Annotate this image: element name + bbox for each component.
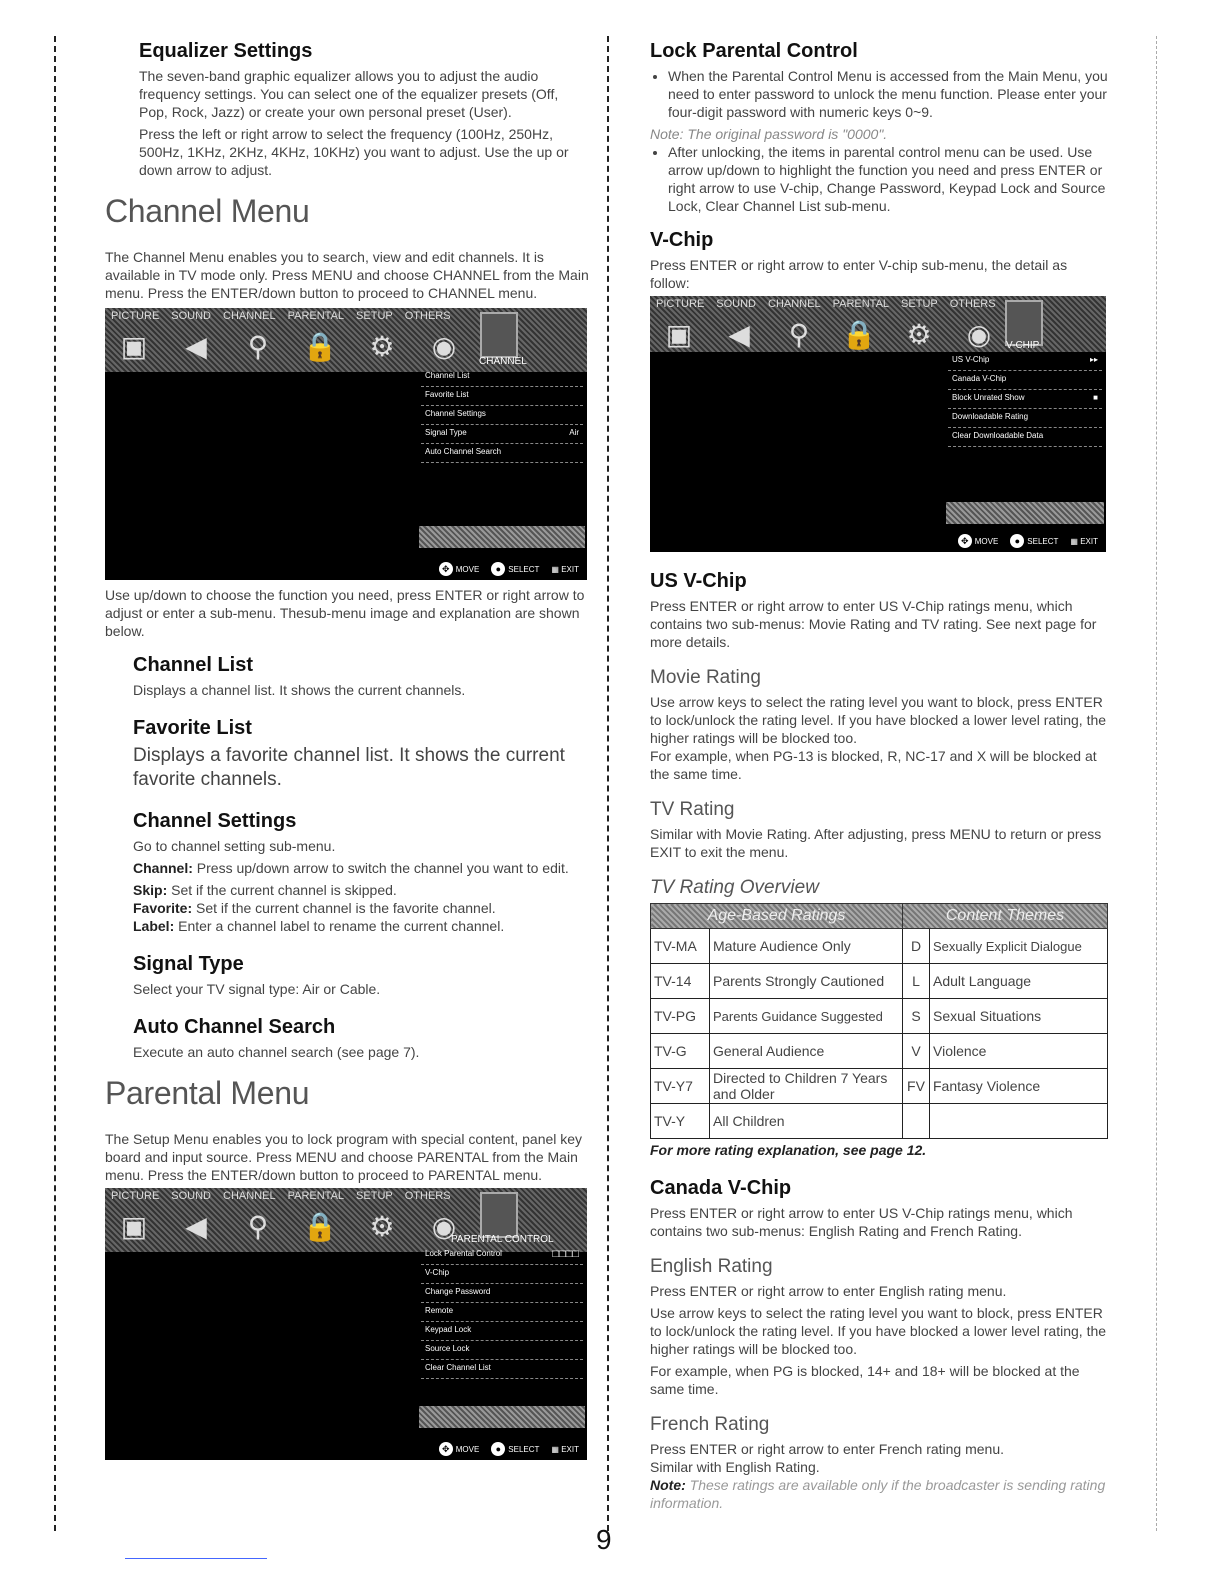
- select-label: SELECT: [1027, 537, 1059, 546]
- auto-search-text: Execute an auto channel search (see page 7).: [133, 1044, 420, 1060]
- age-based-header: Age-Based Ratings: [651, 904, 903, 929]
- globe-icon: ◉: [431, 331, 457, 362]
- selected-menu-icon: [480, 1192, 518, 1238]
- move-hint: [958, 534, 999, 548]
- select-label: SELECT: [508, 1445, 540, 1454]
- cs-channel-desc: Press up/down arrow to switch the channel you want to edit.: [192, 860, 569, 876]
- menu-item-label: Change Password: [425, 1287, 491, 1296]
- exit-hint: [551, 1445, 579, 1454]
- cs-label-text: [133, 917, 590, 935]
- satellite-icon: ⚲: [247, 1211, 269, 1242]
- french-rating-title: French Rating: [650, 1414, 770, 1435]
- theme-code: S: [903, 999, 930, 1034]
- footer-underline: [125, 1558, 267, 1559]
- favorite-list-title: Favorite List: [133, 717, 252, 739]
- theme-code: V: [903, 1034, 930, 1069]
- menu-item-label: Channel Settings: [425, 409, 486, 418]
- cs-channel-label: Channel:: [133, 860, 193, 876]
- page-number: 9: [596, 1524, 612, 1555]
- tv-footer: [439, 562, 579, 576]
- table-header-row: [651, 904, 1108, 929]
- gear-icon: ⚙: [906, 319, 932, 350]
- lock-bullet-1: • When the Parental Control Menu is accessed from the Main Menu, you need to enter password to unlock the menu function. Please enter your four-digit password with numeric keys 0~9.: [668, 67, 1110, 121]
- movie-rating-text-2: For example, when PG-13 is blocked, R, NC-17 and X will be blocked at the same time.: [650, 748, 1097, 782]
- french-rating-text-2: Similar with English Rating.: [650, 1459, 820, 1475]
- movie-rating-title: Movie Rating: [650, 667, 761, 688]
- tv-tab-picture: PICTURE: [656, 298, 705, 310]
- move-icon: ✥: [439, 562, 453, 576]
- parental-menu-heading: PARENTAL CONTROL: [451, 1234, 554, 1245]
- cs-favorite-text: [133, 899, 590, 917]
- tv-hint-bar: [946, 502, 1104, 524]
- theme-desc: Violence: [930, 1034, 1108, 1069]
- vchip-title: V-Chip: [650, 229, 714, 251]
- menu-item-keypad-lock: [421, 1322, 583, 1341]
- channel-settings-title: Channel Settings: [133, 810, 297, 832]
- exit-hint: [1070, 537, 1098, 546]
- note-text: These ratings are available only if the broadcaster is sending rating information.: [650, 1477, 1106, 1511]
- canada-vchip-title: Canada V-Chip: [650, 1177, 792, 1199]
- globe-icon: ◉: [431, 1211, 457, 1242]
- picture-icon: ▣: [120, 1211, 148, 1242]
- rating-code: TV-Y7: [651, 1069, 710, 1104]
- menu-item-canada-vchip: [948, 371, 1102, 390]
- rating-desc: Parents Strongly Cautioned: [710, 964, 903, 999]
- menu-item-lock-parental: [421, 1246, 583, 1265]
- globe-icon: ◉: [966, 319, 992, 350]
- menu-item-label: Lock Parental Control: [425, 1249, 502, 1258]
- canada-vchip-text: Press ENTER or right arrow to enter US V-Chip ratings menu, which contains two sub-menus: English Rating and French Rating.: [650, 1205, 1073, 1239]
- menu-item-clear-channel: [421, 1360, 583, 1379]
- select-hint: [491, 1442, 539, 1456]
- password-boxes: □□□□: [552, 1248, 579, 1260]
- equalizer-text-1: The seven-band graphic equalizer allows you to adjust the audio frequency settings. You can select one of the equalizer presets (Off, Pop, Rock, Jazz) or create your own personal preset (User).: [139, 68, 559, 120]
- menu-item-label: Favorite List: [425, 390, 469, 399]
- rating-code: TV-Y: [651, 1104, 710, 1139]
- tv-tab-sound: SOUND: [171, 310, 212, 322]
- table-row: [651, 929, 1108, 964]
- select-icon: ●: [1010, 534, 1024, 548]
- channel-settings-text: Go to channel setting sub-menu.: [133, 838, 336, 854]
- move-hint: [439, 1442, 480, 1456]
- menu-item-label: Keypad Lock: [425, 1325, 472, 1334]
- english-rating-title: English Rating: [650, 1256, 773, 1277]
- checkbox-icon: ■: [1093, 393, 1098, 402]
- table-row: [651, 1104, 1108, 1139]
- rating-code: TV-MA: [651, 929, 710, 964]
- picture-icon: ▣: [120, 331, 148, 362]
- theme-code: [903, 1104, 930, 1139]
- tv-tab-others: OTHERS: [949, 298, 996, 310]
- menu-item-us-vchip: [948, 352, 1102, 371]
- menu-item-remote: [421, 1303, 583, 1322]
- content-themes-header: Content Themes: [903, 904, 1108, 929]
- menu-item-block-unrated: [948, 390, 1102, 409]
- menu-item-label: Clear Downloadable Data: [952, 431, 1044, 440]
- cs-favorite-desc: Set if the current channel is the favorite channel.: [192, 900, 496, 916]
- select-icon: ●: [491, 1442, 505, 1456]
- channel-after-text: Use up/down to choose the function you need, press ENTER or right arrow to adjust or enter a sub-menu. Thesub-menu image and explanation are shown below.: [105, 587, 585, 639]
- tv-rating-title: TV Rating: [650, 799, 735, 820]
- lock-icon: 🔒: [302, 1211, 338, 1242]
- rating-code: TV-14: [651, 964, 710, 999]
- lock-parental-title: Lock Parental Control: [650, 40, 858, 62]
- cs-channel-text: [133, 859, 590, 877]
- tv-tab-others: OTHERS: [404, 1190, 451, 1202]
- vchip-screenshot: [650, 296, 1106, 552]
- menu-item-label: Remote: [425, 1306, 454, 1315]
- right-column: [650, 40, 1110, 1516]
- move-label: MOVE: [455, 1445, 480, 1454]
- theme-desc: [930, 1104, 1108, 1139]
- satellite-icon: ⚲: [247, 331, 269, 362]
- english-rating-text-1: Press ENTER or right arrow to enter English rating menu.: [650, 1283, 1007, 1299]
- tv-tabs: [111, 1190, 451, 1202]
- us-vchip-text: Press ENTER or right arrow to enter US V-Chip ratings menu, which contains two sub-menus: Movie Rating and TV rating. See next page for more details.: [650, 598, 1097, 650]
- menu-item-label: Clear Channel List: [425, 1363, 491, 1372]
- menu-item-channel-list: [421, 368, 583, 387]
- move-label: MOVE: [974, 537, 999, 546]
- equalizer-section: [105, 30, 590, 179]
- rating-desc: Mature Audience Only: [710, 929, 903, 964]
- french-rating-note: [650, 1476, 1110, 1512]
- movie-rating-text-1: Use arrow keys to select the rating level you want to block, press ENTER to lock/unlock the rating level. If you have blocked a lower level rating, the higher ratings will be blocked too.: [650, 694, 1107, 746]
- table-row: [651, 964, 1108, 999]
- channel-list-title: Channel List: [133, 654, 254, 676]
- rating-code: TV-PG: [651, 999, 710, 1034]
- tv-tab-channel: CHANNEL: [768, 298, 821, 310]
- theme-desc: Sexual Situations: [930, 999, 1108, 1034]
- picture-icon: ▣: [665, 319, 693, 350]
- theme-desc: Fantasy Violence: [930, 1069, 1108, 1104]
- tv-tab-setup: SETUP: [356, 310, 393, 322]
- menu-item-label: Downloadable Rating: [952, 412, 1029, 421]
- tv-footer: [958, 534, 1098, 548]
- menu-item-clear-downloadable: [948, 428, 1102, 447]
- tv-tab-parental: PARENTAL: [832, 298, 890, 310]
- menu-item-label: V-Chip: [425, 1268, 450, 1277]
- note-label: Note:: [650, 1477, 686, 1493]
- tv-rating-overview-title: TV Rating Overview: [650, 877, 819, 898]
- tv-tab-sound: SOUND: [716, 298, 757, 310]
- left-column: [105, 30, 590, 1460]
- exit-label: EXIT: [561, 1444, 579, 1454]
- menu-item-vchip: [421, 1265, 583, 1284]
- tv-rating-text: Similar with Movie Rating. After adjusting, press MENU to return or press EXIT to exit the menu.: [650, 826, 1102, 860]
- cs-skip-desc: Set if the current channel is skipped.: [167, 882, 397, 898]
- tv-tabs: [111, 310, 451, 322]
- menu-item-signal-type: [421, 425, 583, 444]
- right-margin-rule: [1156, 36, 1157, 1531]
- tv-tabs: [656, 298, 996, 310]
- table-row: [651, 1034, 1108, 1069]
- left-margin-rule: [54, 36, 56, 1531]
- lock-note: Note: The original password is "0000".: [650, 126, 888, 142]
- arrow-right-icon: ▸▸: [1089, 355, 1098, 364]
- tv-hint-bar: [419, 1406, 585, 1428]
- favorite-list-text: Displays a favorite channel list. It shows the current favorite channels.: [133, 745, 565, 790]
- menu-item-label: Signal Type: [425, 428, 467, 437]
- signal-type-value: Air: [569, 428, 579, 437]
- satellite-icon: ⚲: [788, 319, 810, 350]
- exit-icon: ▦: [551, 1444, 559, 1454]
- theme-code: FV: [903, 1069, 930, 1104]
- menu-item-label: Canada V-Chip: [952, 374, 1007, 383]
- channel-menu-screenshot: [105, 308, 587, 580]
- lock-icon: 🔒: [841, 319, 877, 350]
- tv-footer: [439, 1442, 579, 1456]
- vchip-menu-list: [948, 352, 1102, 447]
- signal-type-title: Signal Type: [133, 953, 244, 975]
- table-row: [651, 1069, 1108, 1104]
- tv-tab-parental: PARENTAL: [287, 1190, 345, 1202]
- channel-list-text: Displays a channel list. It shows the current channels.: [133, 682, 466, 698]
- table-caption: For more rating explanation, see page 12.: [650, 1142, 927, 1158]
- move-icon: ✥: [439, 1442, 453, 1456]
- tv-tab-picture: PICTURE: [111, 1190, 160, 1202]
- rating-desc: General Audience: [710, 1034, 903, 1069]
- menu-item-change-password: [421, 1284, 583, 1303]
- rating-desc: Directed to Children 7 Years and Older: [710, 1069, 903, 1104]
- speaker-icon: ◀: [728, 319, 750, 350]
- channel-menu-title: Channel Menu: [105, 193, 310, 229]
- move-icon: ✥: [958, 534, 972, 548]
- select-hint: [1010, 534, 1058, 548]
- tv-tab-setup: SETUP: [356, 1190, 393, 1202]
- menu-item-source-lock: [421, 1341, 583, 1360]
- lock-parental-list-2: [650, 143, 1110, 215]
- theme-code: D: [903, 929, 930, 964]
- menu-item-favorite-list: [421, 387, 583, 406]
- exit-icon: ▦: [1070, 536, 1078, 546]
- lock-bullet-2: • After unlocking, the items in parental control menu can be used. Use arrow up/down to highlight the function you need and press ENTER or right arrow to use V-chip, Change Password, Keypad Lock and Source Lock, Clear Channel List sub-menu.: [668, 143, 1110, 215]
- tv-icons: [113, 1206, 465, 1248]
- theme-code: L: [903, 964, 930, 999]
- exit-icon: ▦: [551, 564, 559, 574]
- equalizer-title: Equalizer Settings: [139, 40, 313, 62]
- move-label: MOVE: [455, 565, 480, 574]
- menu-item-downloadable-rating: [948, 409, 1102, 428]
- lock-icon: 🔒: [302, 331, 338, 362]
- equalizer-text-2: Press the left or right arrow to select the frequency (100Hz, 250Hz, 500Hz, 1KHz, 2KHz, 4KHz, 10KHz) you want to adjust. Use the up or down arrow to adjust.: [139, 126, 569, 178]
- french-rating-text-1: Press ENTER or right arrow to enter French rating menu.: [650, 1441, 1005, 1457]
- menu-item-label: US V-Chip: [952, 355, 990, 364]
- tv-tab-parental: PARENTAL: [287, 310, 345, 322]
- channel-subsections: [105, 654, 590, 1061]
- tv-tab-picture: PICTURE: [111, 310, 160, 322]
- theme-desc: Adult Language: [930, 964, 1108, 999]
- menu-item-channel-settings: [421, 406, 583, 425]
- channel-menu-list: [421, 368, 583, 463]
- cs-skip-label: Skip:: [133, 882, 168, 898]
- cs-favorite-label: Favorite:: [133, 900, 193, 916]
- selected-menu-icon: [480, 312, 518, 358]
- tv-tab-others: OTHERS: [404, 310, 451, 322]
- us-vchip-title: US V-Chip: [650, 570, 747, 592]
- menu-item-label: Auto Channel Search: [425, 447, 502, 456]
- exit-label: EXIT: [561, 564, 579, 574]
- theme-desc: Sexually Explicit Dialogue: [930, 929, 1108, 964]
- english-rating-text-2: Use arrow keys to select the rating level you want to block, press ENTER to lock/unlock the rating level. If you have blocked a lower level rating, the higher ratings will be blocked too.: [650, 1305, 1107, 1357]
- english-rating-text-3: For example, when PG is blocked, 14+ and 18+ will be blocked at the same time.: [650, 1363, 1080, 1397]
- tv-hint-bar: [419, 526, 585, 548]
- tv-icons: [113, 326, 465, 368]
- exit-label: EXIT: [1080, 536, 1098, 546]
- tv-icons: [658, 314, 1000, 356]
- menu-item-label: Source Lock: [425, 1344, 470, 1353]
- tv-tab-sound: SOUND: [171, 1190, 212, 1202]
- menu-item-label: Block Unrated Show: [952, 393, 1025, 402]
- speaker-icon: ◀: [185, 331, 207, 362]
- tv-tab-setup: SETUP: [901, 298, 938, 310]
- move-hint: [439, 562, 480, 576]
- auto-search-title: Auto Channel Search: [133, 1016, 336, 1038]
- menu-item-label: Channel List: [425, 371, 470, 380]
- signal-type-text: Select your TV signal type: Air or Cable.: [133, 981, 381, 997]
- tv-tab-channel: CHANNEL: [223, 310, 276, 322]
- parental-menu-list: [421, 1246, 583, 1379]
- select-icon: ●: [491, 562, 505, 576]
- vchip-menu-heading: V-CHIP: [1006, 340, 1040, 351]
- tv-rating-table: [650, 903, 1108, 1139]
- channel-menu-heading: CHANNEL: [479, 356, 527, 367]
- cs-label-desc: Enter a channel label to rename the current channel.: [174, 918, 505, 934]
- gear-icon: ⚙: [369, 1211, 395, 1242]
- parental-menu-text: The Setup Menu enables you to lock program with special content, panel key board and input source. Press MENU and choose PARENTAL from the Main menu. Press the ENTER/down button to proceed to PARENTAL menu.: [105, 1131, 583, 1183]
- parental-menu-title: Parental Menu: [105, 1075, 310, 1111]
- tv-tab-channel: CHANNEL: [223, 1190, 276, 1202]
- select-label: SELECT: [508, 565, 540, 574]
- speaker-icon: ◀: [185, 1211, 207, 1242]
- center-divider: [607, 36, 609, 1531]
- table-row: [651, 999, 1108, 1034]
- rating-desc: All Children: [710, 1104, 903, 1139]
- vchip-text: Press ENTER or right arrow to enter V-chip sub-menu, the detail as follow:: [650, 257, 1068, 291]
- rating-desc: Parents Guidance Suggested: [710, 999, 903, 1034]
- lock-parental-list: [650, 67, 1110, 121]
- parental-menu-screenshot: [105, 1188, 587, 1460]
- cs-skip-text: [133, 881, 590, 899]
- cs-label-label: Label:: [133, 918, 175, 934]
- menu-item-auto-search: [421, 444, 583, 463]
- select-hint: [491, 562, 539, 576]
- rating-code: TV-G: [651, 1034, 710, 1069]
- gear-icon: ⚙: [369, 331, 395, 362]
- exit-hint: [551, 565, 579, 574]
- channel-menu-text: The Channel Menu enables you to search, view and edit channels. It is available in TV mode only. Press MENU and choose CHANNEL from the Main menu. Press the ENTER/down button to proceed to CHANNEL menu.: [105, 249, 589, 301]
